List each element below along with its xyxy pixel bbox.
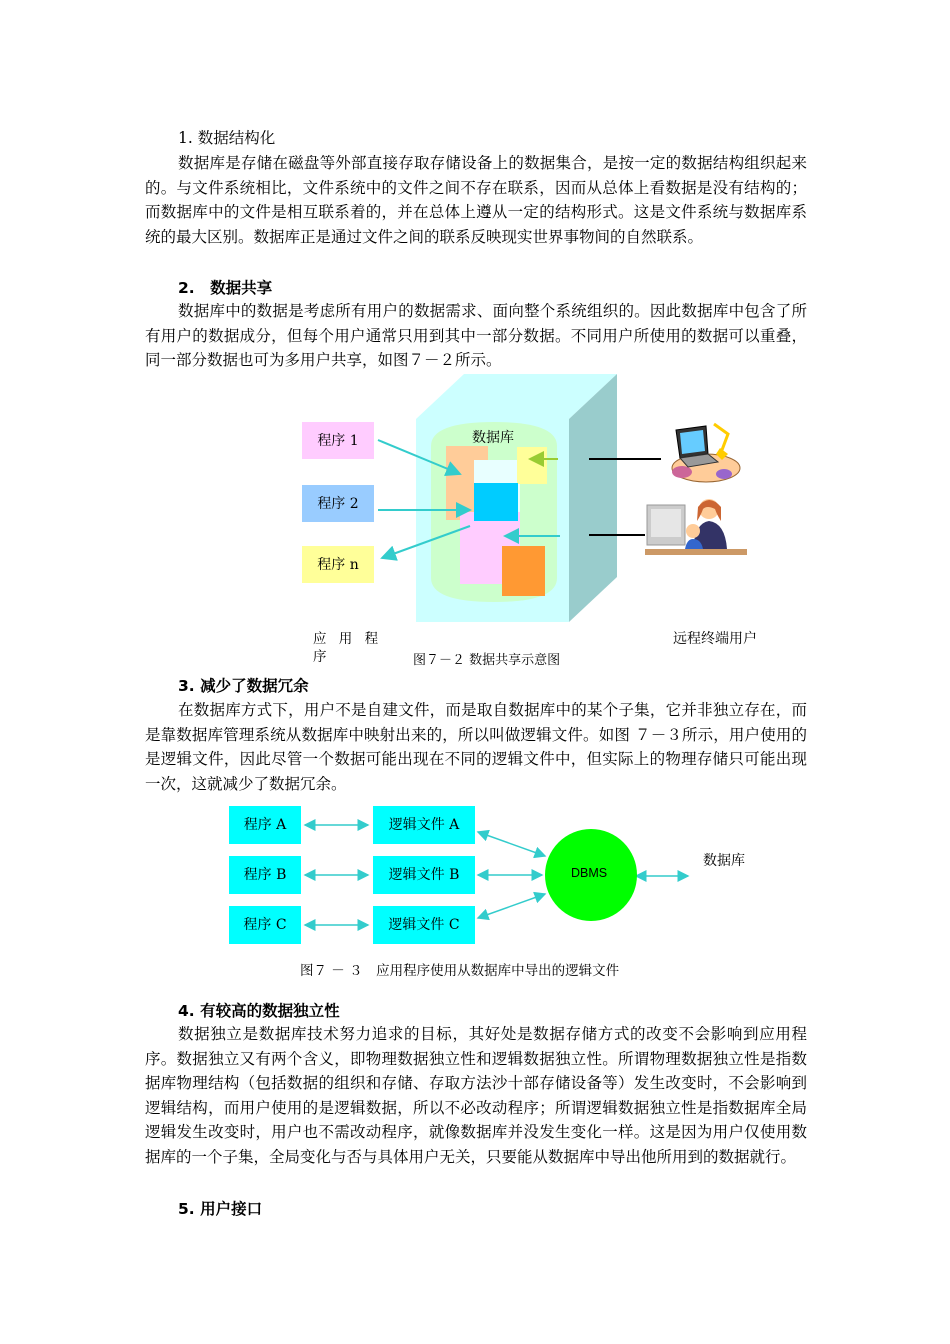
program-b-box: 程序 B [229,856,301,894]
right-caption: 远程终端用户 [673,631,757,647]
section1-heading: 1. 数据结构化 [178,129,276,147]
program-n-box: 程序 n [302,546,374,583]
logical-file-a-box: 逻辑文件 A [373,806,475,844]
arrow-la-dbms [478,832,545,856]
figure73-caption: 图７ － ３ 应用程序使用从数据库中导出的逻辑文件 [300,963,620,979]
program-a-box: 程序 A [229,806,301,844]
section3-body: 在数据库方式下，用户不是自建文件，而是取自数据库中的某个子集，它并非独立存在，而是靠数据库管理系统从数据库中映射出来的，所以叫做逻辑文件。如图 ７－３所示，用户使用的是逻辑文件，因此尽管一个数据可能出现在不同的逻辑文件中，但实际上的物理存储只可能出现一次，这就减少了数据冗余。 [145,701,807,793]
section2-heading: 2. 数据共享 [178,279,273,297]
database-label: 数据库 [472,430,514,446]
program-c-box: 程序 C [229,906,301,944]
logical-file-b-box: 逻辑文件 B [373,856,475,894]
left-caption: 应 用 程 序 [313,631,383,665]
dbms-label: DBMS [571,866,608,880]
section3-heading: 3. 减少了数据冗余 [178,677,309,695]
section2-body: 数据库中的数据是考虑所有用户的数据需求、面向整个系统组织的。因此数据库中包含了所有用户的数据成分，但每个用户通常只用到其中一部分数据。不同用户所使用的数据可以重叠，同一部分数据也可为多用户共享，如图７－２所示。 [145,302,807,370]
figure72-caption: 图７－２ 数据共享示意图 [413,653,561,668]
arrow-lc-dbms [478,894,545,918]
section4-body: 数据独立是数据库技术努力追求的目标，其好处是数据存储方式的改变不会影响到应用程序。数据独立又有两个含义，即物理数据独立性和逻辑数据独立性。所谓物理数据独立性是指数据库物理结构（包括数据的组织和存储、存取方法沙十部存储设备等）发生改变时，不会影响到逻辑结构，而用户使用的是逻辑数据，所以不必改动程序；所谓逻辑数据独立性是指数据库全局逻辑发生改变时，用户也不需改动程序，就像数据库并没发生变化一样。这是因为用户仅使用数据库的一个子集，全局变化与否与具体用户无关，只要能从数据库中导出他所用到的数据就行。 [145,1025,807,1166]
database-label-73: 数据库 [703,853,745,869]
program-2-box: 程序 2 [302,485,374,522]
section5-heading: 5. 用户接口 [178,1200,263,1218]
section1-body: 数据库是存储在磁盘等外部直接存取存储设备上的数据集合，是按一定的数据结构组织起来的。与文件系统相比，文件系统中的文件之间不存在联系，因而从总体上看数据是没有结构的；而数据库中的文件是相互联系着的，并在总体上遵从一定的结构形式。这是文件系统与数据库系统的最大区别。数据库正是通过文件之间的联系反映现实世界事物间的自然联系。 [145,154,807,246]
program-1-box: 程序 1 [302,422,374,459]
section4-heading: 4. 有较高的数据独立性 [178,1002,340,1020]
logical-file-c-box: 逻辑文件 C [373,906,475,944]
